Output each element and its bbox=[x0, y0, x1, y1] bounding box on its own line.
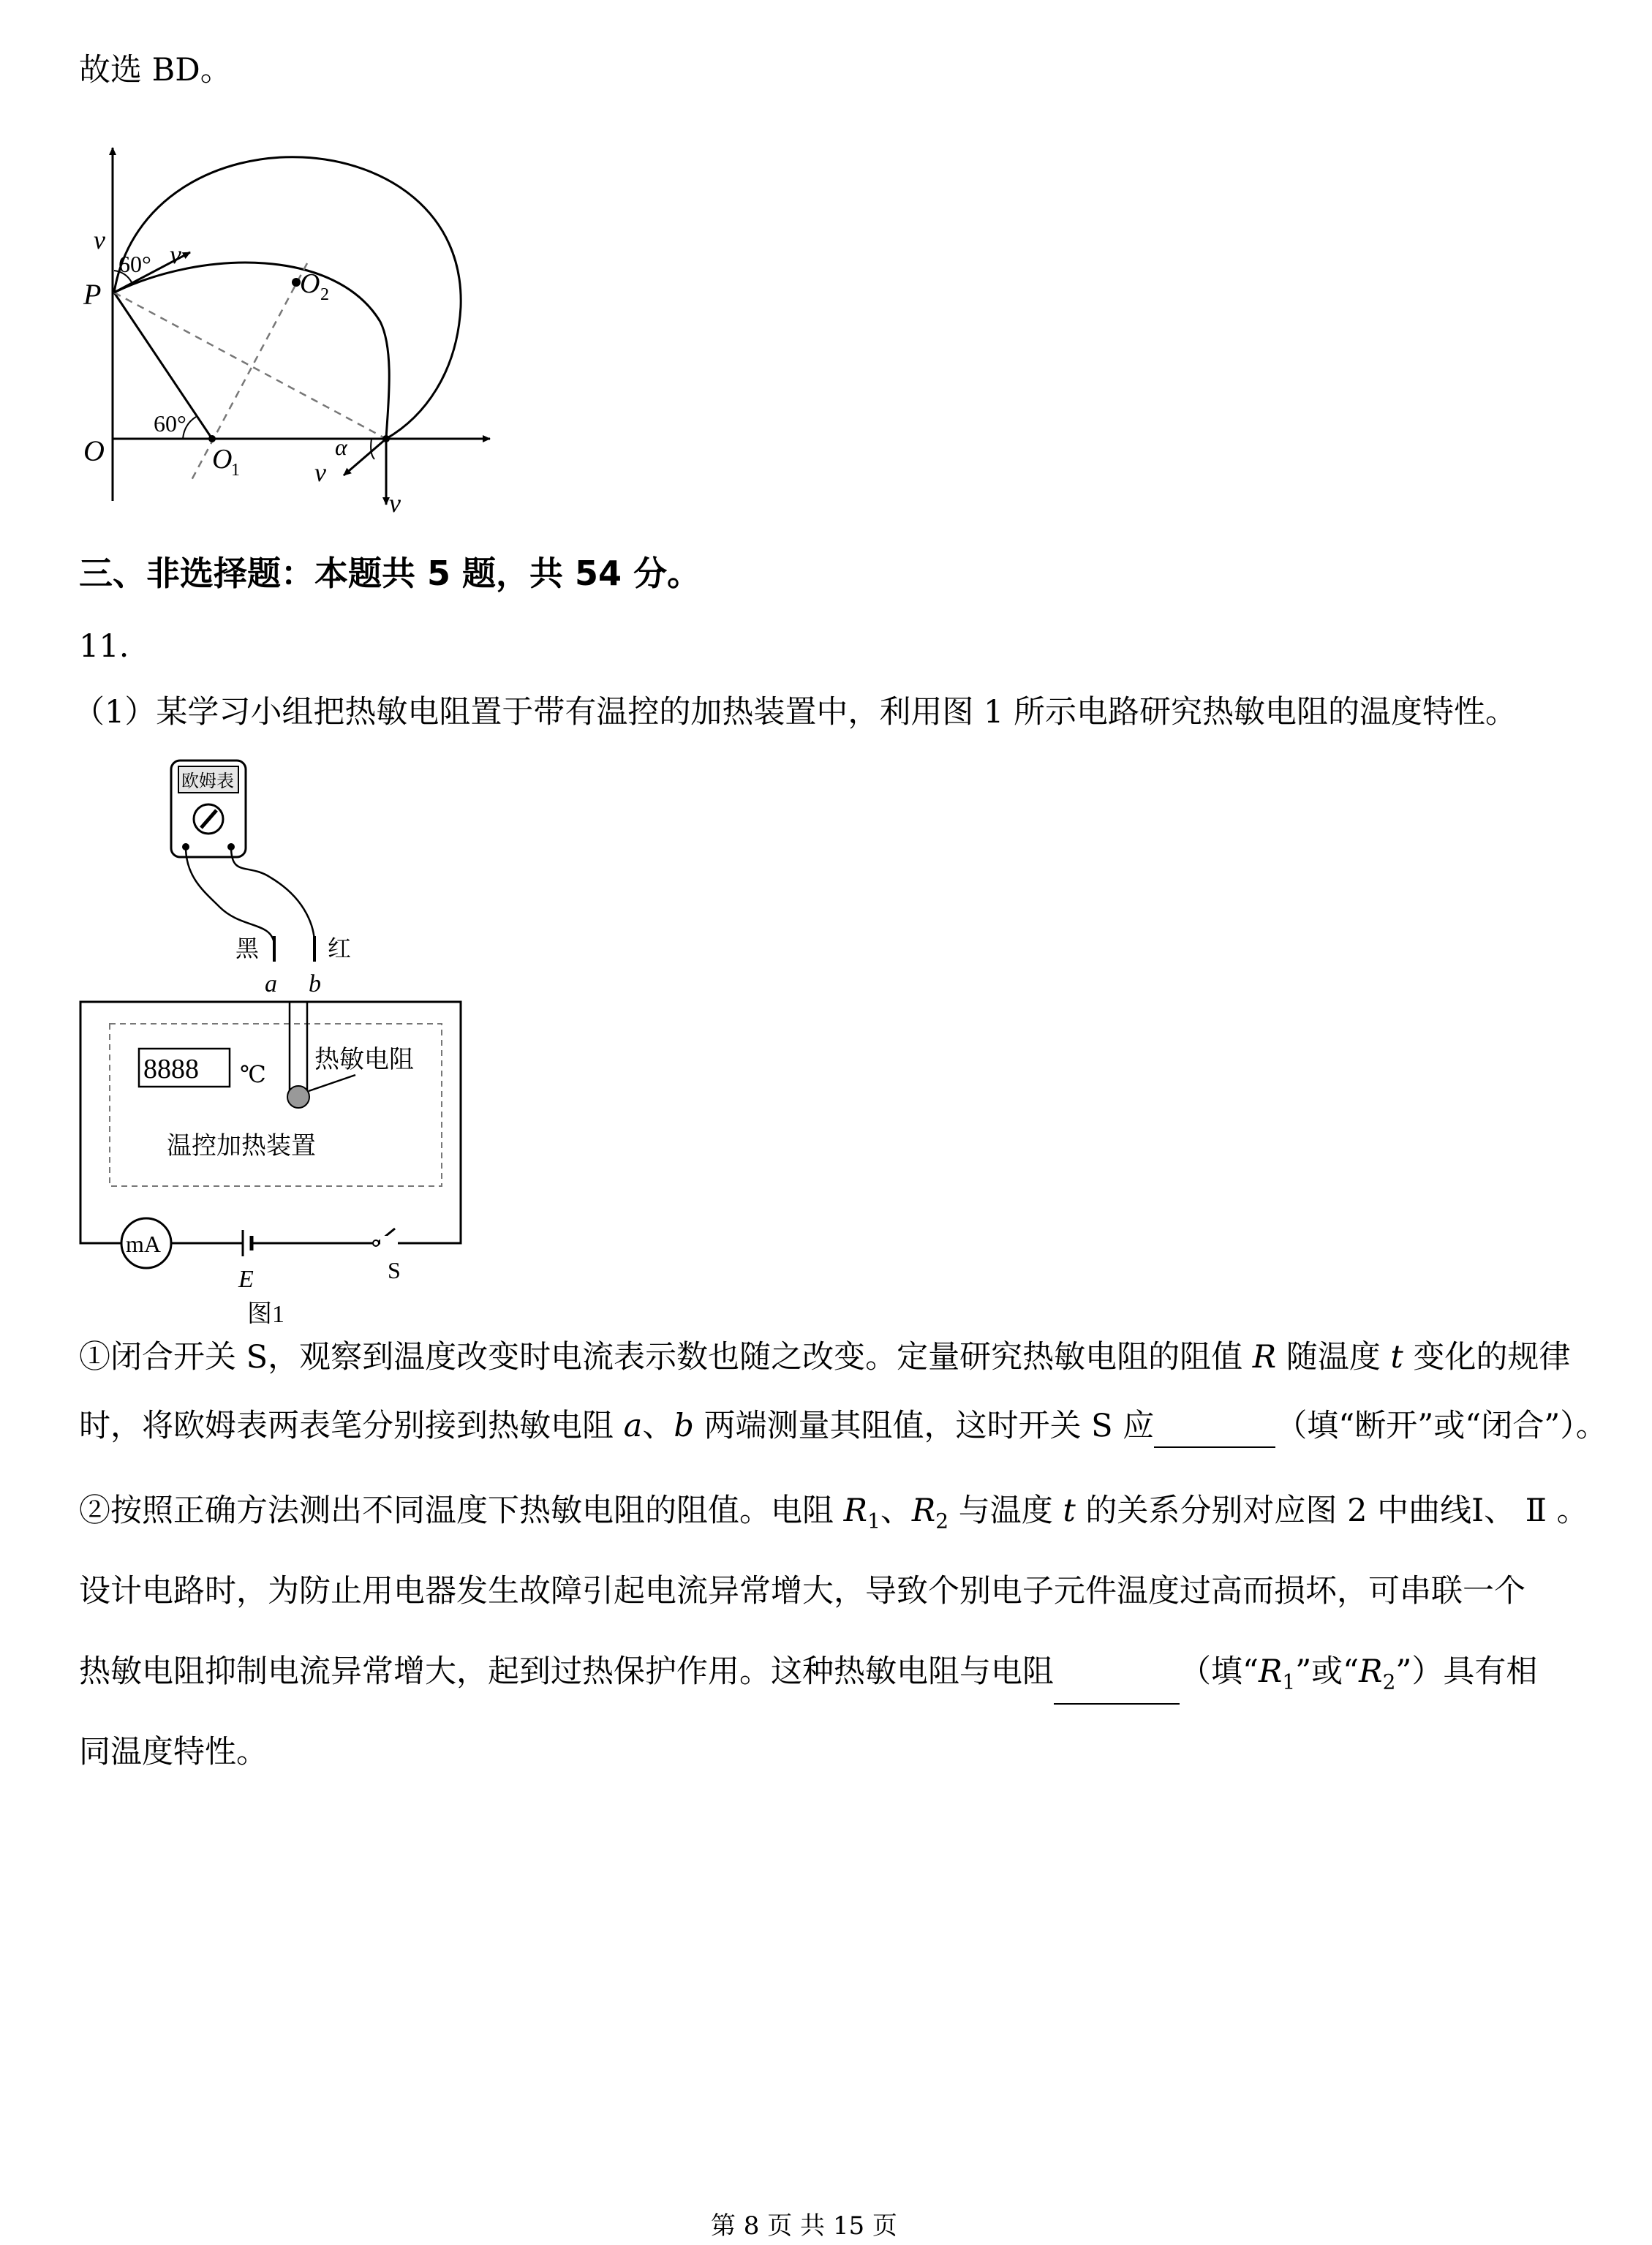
switch-label: S bbox=[388, 1257, 401, 1283]
section-heading: 三、非选择题：本题共 5 题，共 54 分。 bbox=[79, 554, 701, 593]
circuit-figure-1 bbox=[73, 753, 483, 1324]
q2-line2: 设计电路时，为防止用电器发生故障引起电流异常增大，导致个别电子元件温度过高而损坏，可串联一个 bbox=[79, 1573, 1525, 1610]
question-number: 11. bbox=[79, 628, 129, 665]
figure-caption: 图1 bbox=[247, 1301, 284, 1324]
point-exit bbox=[382, 435, 390, 442]
heater-outer-box bbox=[80, 1002, 461, 1243]
black-probe-label: 黑 bbox=[235, 935, 260, 962]
black-probe-wire bbox=[186, 847, 274, 943]
celsius-label: ℃ bbox=[240, 1061, 266, 1087]
perpendicular-dashed bbox=[190, 263, 307, 483]
label-60-top: 60° bbox=[118, 251, 151, 277]
thermistor-label: 热敏电阻 bbox=[314, 1046, 414, 1074]
label-o: O bbox=[83, 434, 105, 467]
red-probe-label: 红 bbox=[328, 935, 352, 962]
q11-part1-intro: （1）某学习小组把热敏电阻置于带有温控的加热装置中，利用图 1 所示电路研究热敏电阻的温度特性。 bbox=[73, 694, 1517, 731]
point-o1 bbox=[208, 435, 216, 442]
thermistor-bulb bbox=[287, 1086, 309, 1108]
label-o1-sub: 1 bbox=[231, 461, 240, 480]
q2-line4: 同温度特性。 bbox=[79, 1734, 268, 1770]
battery-label: E bbox=[238, 1266, 254, 1293]
velocity-arrow-left bbox=[344, 439, 386, 475]
answer-blank-switch[interactable] bbox=[1154, 1414, 1275, 1448]
device-label: 温控加热装置 bbox=[167, 1133, 316, 1160]
page-footer: 第 8 页 共 15 页 bbox=[711, 2211, 897, 2241]
thermistor-pointer bbox=[309, 1075, 355, 1091]
terminal-b-label: b bbox=[309, 970, 321, 997]
ohmmeter-label: 欧姆表 bbox=[181, 772, 234, 791]
label-v-p: v bbox=[170, 240, 181, 269]
ammeter-label: mA bbox=[126, 1231, 161, 1257]
trajectory-figure bbox=[73, 132, 512, 527]
q1-line2: 时，将欧姆表两表笔分别接到热敏电阻 a、b 两端测量其阻值，这时开关 S 应 （填“断开”或“闭合”）。 bbox=[79, 1404, 1607, 1448]
label-alpha: α bbox=[335, 434, 347, 460]
switch-pivot bbox=[373, 1240, 379, 1246]
previous-answer: 故选 BD。 bbox=[79, 52, 232, 88]
q2-line3: 热敏电阻抑制电流异常增大，起到过热保护作用。这种热敏电阻与电阻 （填“$R_1$”或“$R_2$”）具有相 bbox=[79, 1650, 1537, 1705]
red-probe-wire bbox=[231, 847, 314, 943]
label-p: P bbox=[83, 278, 102, 311]
label-o2-sub: 2 bbox=[320, 285, 329, 304]
label-o2: O bbox=[300, 268, 320, 299]
large-trajectory-arc bbox=[114, 157, 461, 439]
label-v-down: v bbox=[389, 488, 401, 518]
terminal-a-label: a bbox=[265, 970, 277, 997]
answer-blank-resistor[interactable] bbox=[1054, 1671, 1180, 1705]
label-o1: O bbox=[212, 444, 233, 475]
display-digits: 8888 bbox=[143, 1054, 199, 1084]
label-60-bottom: 60° bbox=[154, 410, 186, 437]
q1-line1: ①闭合开关 S，观察到温度改变时电流表示数也随之改变。定量研究热敏电阻的阻值 R 随温度 t 变化的规律 bbox=[79, 1339, 1571, 1376]
label-v-left: v bbox=[314, 458, 326, 487]
switch-gap bbox=[380, 1236, 398, 1246]
q2-line1: ②按照正确方法测出不同温度下热敏电阻的阻值。电阻 $R_1$、$R_2$ 与温度 t 的关系分别对应图 2 中曲线Ⅰ、 Ⅱ 。 bbox=[79, 1493, 1588, 1533]
label-v-axis: v bbox=[94, 225, 105, 254]
